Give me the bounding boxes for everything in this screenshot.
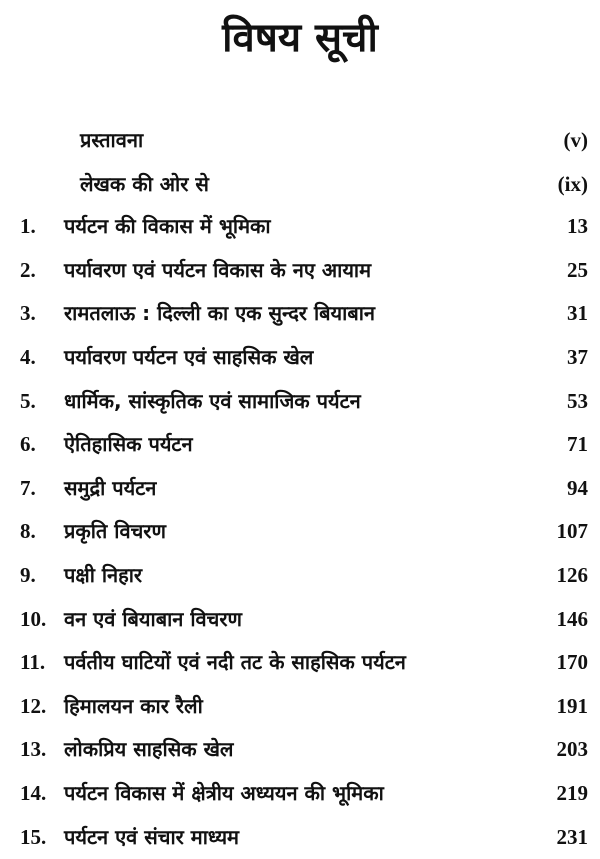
entry-title: पर्यटन विकास में क्षेत्रीय अध्ययन की भूमिका [64, 781, 384, 805]
toc-chapter-entry [0, 208, 600, 248]
entry-page-number: 191 [556, 693, 588, 718]
toc-chapter-entry [0, 339, 600, 379]
entry-title: हिमालयन कार रैली [64, 693, 203, 718]
entry-page-number: 170 [556, 650, 588, 675]
chapter-number: 4. [20, 345, 36, 369]
entry-page-number: 31 [567, 301, 588, 326]
chapter-number: 1. [20, 214, 36, 239]
toc-chapter-entry [0, 252, 600, 292]
entry-title: प्रकृति विचरण [64, 519, 166, 544]
entry-title: पक्षी निहार [64, 563, 143, 587]
entry-page-number: 219 [556, 781, 588, 805]
entry-title: पर्यावरण एवं पर्यटन विकास के नए आयाम [64, 257, 372, 282]
entry-page-number: 71 [567, 432, 588, 457]
toc-chapter-entry [0, 557, 600, 597]
entry-page-number: (v) [563, 128, 588, 152]
chapter-number: 14. [20, 781, 47, 805]
entry-page-number: 13 [567, 214, 588, 239]
chapter-number: 9. [20, 563, 36, 587]
toc-chapter-entry [0, 295, 600, 335]
toc-front-matter-entry [0, 122, 600, 162]
entry-title: समुद्री पर्यटन [64, 475, 157, 500]
chapter-number: 10. [20, 606, 47, 631]
entry-page-number: 231 [556, 824, 588, 849]
entry-title: पर्वतीय घाटियों एवं नदी तट के साहसिक पर्यटन [64, 650, 406, 675]
toc-chapter-entry [0, 644, 600, 684]
toc-chapter-entry [0, 470, 600, 510]
entry-page-number: 53 [567, 388, 588, 413]
page-title: विषय सूची [222, 15, 378, 61]
toc-front-matter-entry [0, 166, 600, 206]
entry-title: पर्यटन एवं संचार माध्यम [64, 824, 240, 849]
entry-page-number: 146 [556, 606, 588, 631]
chapter-number: 12. [20, 693, 47, 718]
entry-title: ऐतिहासिक पर्यटन [64, 432, 193, 457]
chapter-number: 3. [20, 301, 36, 326]
chapter-number: 8. [20, 519, 36, 544]
toc-chapter-entry [0, 383, 600, 423]
chapter-number: 5. [20, 388, 36, 413]
entry-title: रामतलाऊ : दिल्ली का एक सुन्दर बियाबान [64, 301, 376, 326]
chapter-number: 15. [20, 824, 47, 849]
toc-chapter-entry [0, 426, 600, 466]
entry-title: लेखक की ओर से [80, 171, 209, 196]
entry-title: वन एवं बियाबान विचरण [64, 606, 243, 631]
entry-page-number: 94 [567, 475, 588, 500]
toc-chapter-entry [0, 513, 600, 553]
toc-chapter-entry [0, 601, 600, 641]
toc-chapter-entry [0, 775, 600, 815]
chapter-number: 11. [20, 650, 46, 675]
entry-title: पर्यावरण पर्यटन एवं साहसिक खेल [64, 345, 314, 369]
toc-chapter-entry [0, 731, 600, 771]
entry-page-number: 25 [567, 257, 588, 282]
chapter-number: 13. [20, 737, 47, 762]
chapter-number: 7. [20, 475, 36, 500]
entry-page-number: 37 [567, 345, 588, 369]
toc-chapter-entry [0, 688, 600, 728]
entry-page-number: (ix) [557, 171, 588, 196]
entry-title: लोकप्रिय साहसिक खेल [64, 737, 234, 762]
entry-page-number: 107 [556, 519, 588, 544]
chapter-number: 6. [20, 432, 36, 457]
entry-title: पर्यटन की विकास में भूमिका [64, 214, 271, 239]
chapter-number: 2. [20, 257, 36, 282]
entry-page-number: 203 [556, 737, 588, 762]
entry-title: प्रस्तावना [80, 128, 144, 152]
entry-title: धार्मिक, सांस्कृतिक एवं सामाजिक पर्यटन [64, 388, 361, 413]
entry-page-number: 126 [556, 563, 588, 587]
